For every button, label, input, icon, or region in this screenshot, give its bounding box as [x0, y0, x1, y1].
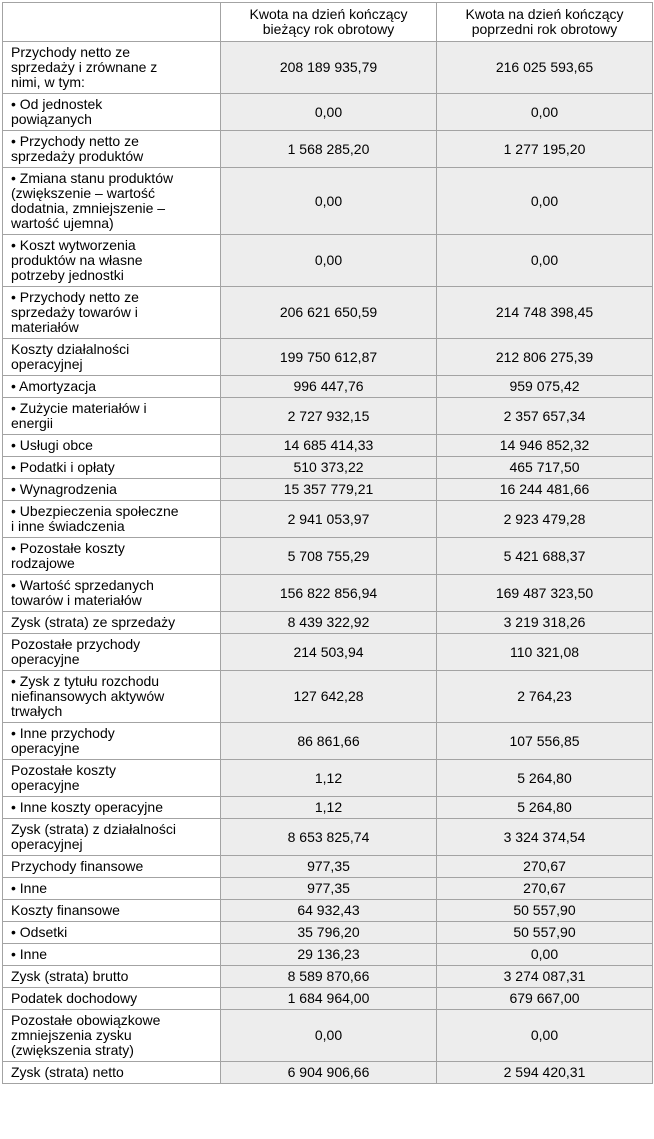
value-previous-year: 0,00: [437, 168, 653, 235]
table-row: [3, 856, 653, 878]
value-previous-year: 270,67: [437, 878, 653, 900]
value-previous-year: 214 748 398,45: [437, 287, 653, 339]
corner-cell: [3, 3, 221, 42]
table-row: [3, 457, 653, 479]
col-header-current-year: Kwota na dzień kończący bieżący rok obrotowy: [221, 3, 437, 42]
table-row: [3, 435, 653, 457]
table-row: [3, 922, 653, 944]
value-current-year: 977,35: [221, 856, 437, 878]
row-label: • Inne przychody operacyjne: [3, 723, 221, 760]
table-header: [3, 3, 653, 42]
table-row: [3, 612, 653, 634]
value-previous-year: 679 667,00: [437, 988, 653, 1010]
value-previous-year: 3 274 087,31: [437, 966, 653, 988]
table-row: [3, 966, 653, 988]
table-row: [3, 944, 653, 966]
value-current-year: 977,35: [221, 878, 437, 900]
value-current-year: 1 684 964,00: [221, 988, 437, 1010]
table-row: [3, 398, 653, 435]
table-row: [3, 575, 653, 612]
value-previous-year: 0,00: [437, 944, 653, 966]
table-row: [3, 42, 653, 94]
row-label: • Przychody netto ze sprzedaży towarów i materiałów: [3, 287, 221, 339]
row-label: • Odsetki: [3, 922, 221, 944]
row-label: Koszty działalności operacyjnej: [3, 339, 221, 376]
row-label: Koszty finansowe: [3, 900, 221, 922]
row-label: Przychody netto ze sprzedaży i zrównane z nimi, w tym:: [3, 42, 221, 94]
table-body: [3, 42, 653, 1084]
row-label: • Podatki i opłaty: [3, 457, 221, 479]
row-label: Podatek dochodowy: [3, 988, 221, 1010]
value-current-year: 0,00: [221, 1010, 437, 1062]
value-previous-year: 465 717,50: [437, 457, 653, 479]
row-label: Pozostałe przychody operacyjne: [3, 634, 221, 671]
table-row: [3, 538, 653, 575]
value-current-year: 214 503,94: [221, 634, 437, 671]
value-previous-year: 169 487 323,50: [437, 575, 653, 612]
table-row: [3, 797, 653, 819]
value-previous-year: 2 923 479,28: [437, 501, 653, 538]
row-label: • Koszt wytworzenia produktów na własne potrzeby jednostki: [3, 235, 221, 287]
value-current-year: 156 822 856,94: [221, 575, 437, 612]
value-current-year: 1 568 285,20: [221, 131, 437, 168]
value-previous-year: 50 557,90: [437, 900, 653, 922]
value-current-year: 5 708 755,29: [221, 538, 437, 575]
row-label: • Ubezpieczenia społeczne i inne świadczenia: [3, 501, 221, 538]
value-current-year: 15 357 779,21: [221, 479, 437, 501]
row-label: • Od jednostek powiązanych: [3, 94, 221, 131]
value-current-year: 1,12: [221, 760, 437, 797]
table-row: [3, 988, 653, 1010]
row-label: • Zużycie materiałów i energii: [3, 398, 221, 435]
value-current-year: 199 750 612,87: [221, 339, 437, 376]
row-label: • Wartość sprzedanych towarów i materiałów: [3, 575, 221, 612]
table-row: [3, 94, 653, 131]
value-current-year: 6 904 906,66: [221, 1062, 437, 1084]
value-previous-year: 2 594 420,31: [437, 1062, 653, 1084]
value-current-year: 2 941 053,97: [221, 501, 437, 538]
value-previous-year: 2 764,23: [437, 671, 653, 723]
table-row: [3, 878, 653, 900]
value-previous-year: 0,00: [437, 235, 653, 287]
row-label: • Inne koszty operacyjne: [3, 797, 221, 819]
row-label: • Amortyzacja: [3, 376, 221, 398]
value-current-year: 127 642,28: [221, 671, 437, 723]
value-current-year: 0,00: [221, 94, 437, 131]
row-label: Pozostałe koszty operacyjne: [3, 760, 221, 797]
table-row: [3, 235, 653, 287]
value-current-year: 14 685 414,33: [221, 435, 437, 457]
row-label: • Inne: [3, 944, 221, 966]
value-previous-year: 0,00: [437, 1010, 653, 1062]
value-current-year: 86 861,66: [221, 723, 437, 760]
value-previous-year: 2 357 657,34: [437, 398, 653, 435]
value-current-year: 510 373,22: [221, 457, 437, 479]
header-row: [3, 3, 653, 42]
value-previous-year: 5 421 688,37: [437, 538, 653, 575]
row-label: Przychody finansowe: [3, 856, 221, 878]
row-label: • Inne: [3, 878, 221, 900]
row-label: • Zmiana stanu produktów (zwiększenie – wartość dodatnia, zmniejszenie – wartość ujemna): [3, 168, 221, 235]
table-row: [3, 900, 653, 922]
value-previous-year: 50 557,90: [437, 922, 653, 944]
table-row: [3, 376, 653, 398]
row-label: Pozostałe obowiązkowe zmniejszenia zysku (zwiększenia straty): [3, 1010, 221, 1062]
value-current-year: 64 932,43: [221, 900, 437, 922]
value-previous-year: 3 324 374,54: [437, 819, 653, 856]
value-current-year: 35 796,20: [221, 922, 437, 944]
value-previous-year: 959 075,42: [437, 376, 653, 398]
row-label: Zysk (strata) netto: [3, 1062, 221, 1084]
value-current-year: 208 189 935,79: [221, 42, 437, 94]
table-row: [3, 634, 653, 671]
table-row: [3, 671, 653, 723]
value-previous-year: 5 264,80: [437, 760, 653, 797]
value-previous-year: 3 219 318,26: [437, 612, 653, 634]
table-row: [3, 131, 653, 168]
table-row: [3, 1062, 653, 1084]
value-current-year: 8 653 825,74: [221, 819, 437, 856]
table-row: [3, 819, 653, 856]
table-row: [3, 760, 653, 797]
row-label: • Usługi obce: [3, 435, 221, 457]
table-row: [3, 168, 653, 235]
value-current-year: 0,00: [221, 235, 437, 287]
value-previous-year: 216 025 593,65: [437, 42, 653, 94]
value-current-year: 2 727 932,15: [221, 398, 437, 435]
table-row: [3, 501, 653, 538]
value-current-year: 8 589 870,66: [221, 966, 437, 988]
row-label: Zysk (strata) brutto: [3, 966, 221, 988]
value-previous-year: 1 277 195,20: [437, 131, 653, 168]
table-row: [3, 723, 653, 760]
value-previous-year: 0,00: [437, 94, 653, 131]
value-previous-year: 270,67: [437, 856, 653, 878]
value-current-year: 206 621 650,59: [221, 287, 437, 339]
table-row: [3, 287, 653, 339]
table-row: [3, 479, 653, 501]
value-previous-year: 16 244 481,66: [437, 479, 653, 501]
value-current-year: 29 136,23: [221, 944, 437, 966]
row-label: Zysk (strata) ze sprzedaży: [3, 612, 221, 634]
row-label: • Zysk z tytułu rozchodu niefinansowych aktywów trwałych: [3, 671, 221, 723]
table-row: [3, 339, 653, 376]
row-label: • Wynagrodzenia: [3, 479, 221, 501]
row-label: • Pozostałe koszty rodzajowe: [3, 538, 221, 575]
value-current-year: 1,12: [221, 797, 437, 819]
value-previous-year: 5 264,80: [437, 797, 653, 819]
row-label: Zysk (strata) z działalności operacyjnej: [3, 819, 221, 856]
table-row: [3, 1010, 653, 1062]
value-current-year: 8 439 322,92: [221, 612, 437, 634]
value-previous-year: 107 556,85: [437, 723, 653, 760]
row-label: • Przychody netto ze sprzedaży produktów: [3, 131, 221, 168]
value-current-year: 996 447,76: [221, 376, 437, 398]
value-previous-year: 110 321,08: [437, 634, 653, 671]
value-previous-year: 14 946 852,32: [437, 435, 653, 457]
financial-statement-table: [2, 2, 653, 1084]
value-previous-year: 212 806 275,39: [437, 339, 653, 376]
value-current-year: 0,00: [221, 168, 437, 235]
col-header-previous-year: Kwota na dzień kończący poprzedni rok obrotowy: [437, 3, 653, 42]
